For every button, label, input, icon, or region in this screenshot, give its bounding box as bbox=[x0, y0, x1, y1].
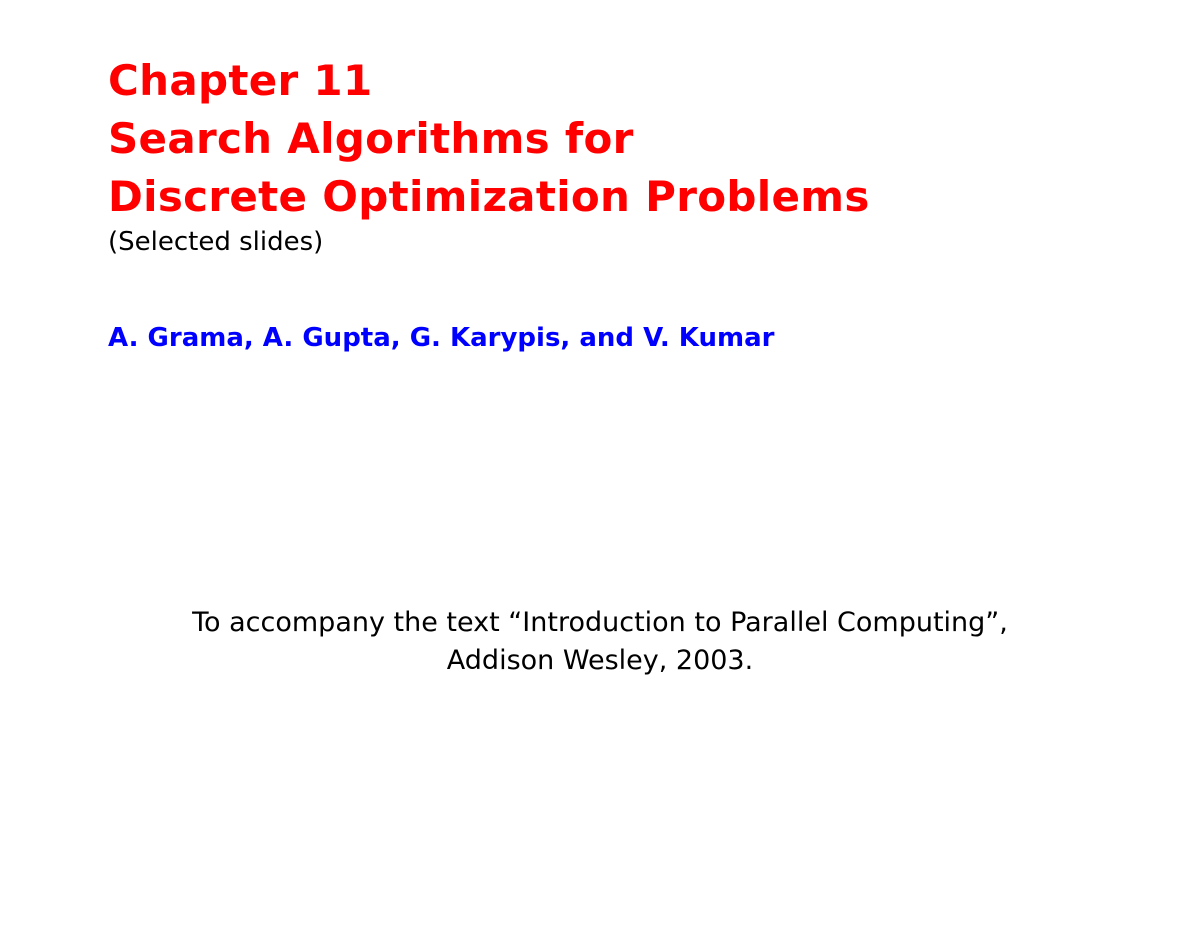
subtitle: (Selected slides) bbox=[108, 227, 324, 257]
chapter-title-line-2: Search Algorithms for bbox=[108, 114, 634, 163]
accompany-line-1: To accompany the text “Introduction to Parallel Computing”, bbox=[192, 607, 1008, 638]
accompany-line-2: Addison Wesley, 2003. bbox=[446, 645, 754, 676]
chapter-title-line-3: Discrete Optimization Problems bbox=[108, 172, 870, 221]
chapter-title: Chapter 11 bbox=[108, 56, 373, 105]
title-block bbox=[108, 52, 870, 258]
authors: A. Grama, A. Gupta, G. Karypis, and V. Kumar bbox=[108, 323, 775, 353]
accompany-note bbox=[0, 604, 1200, 680]
